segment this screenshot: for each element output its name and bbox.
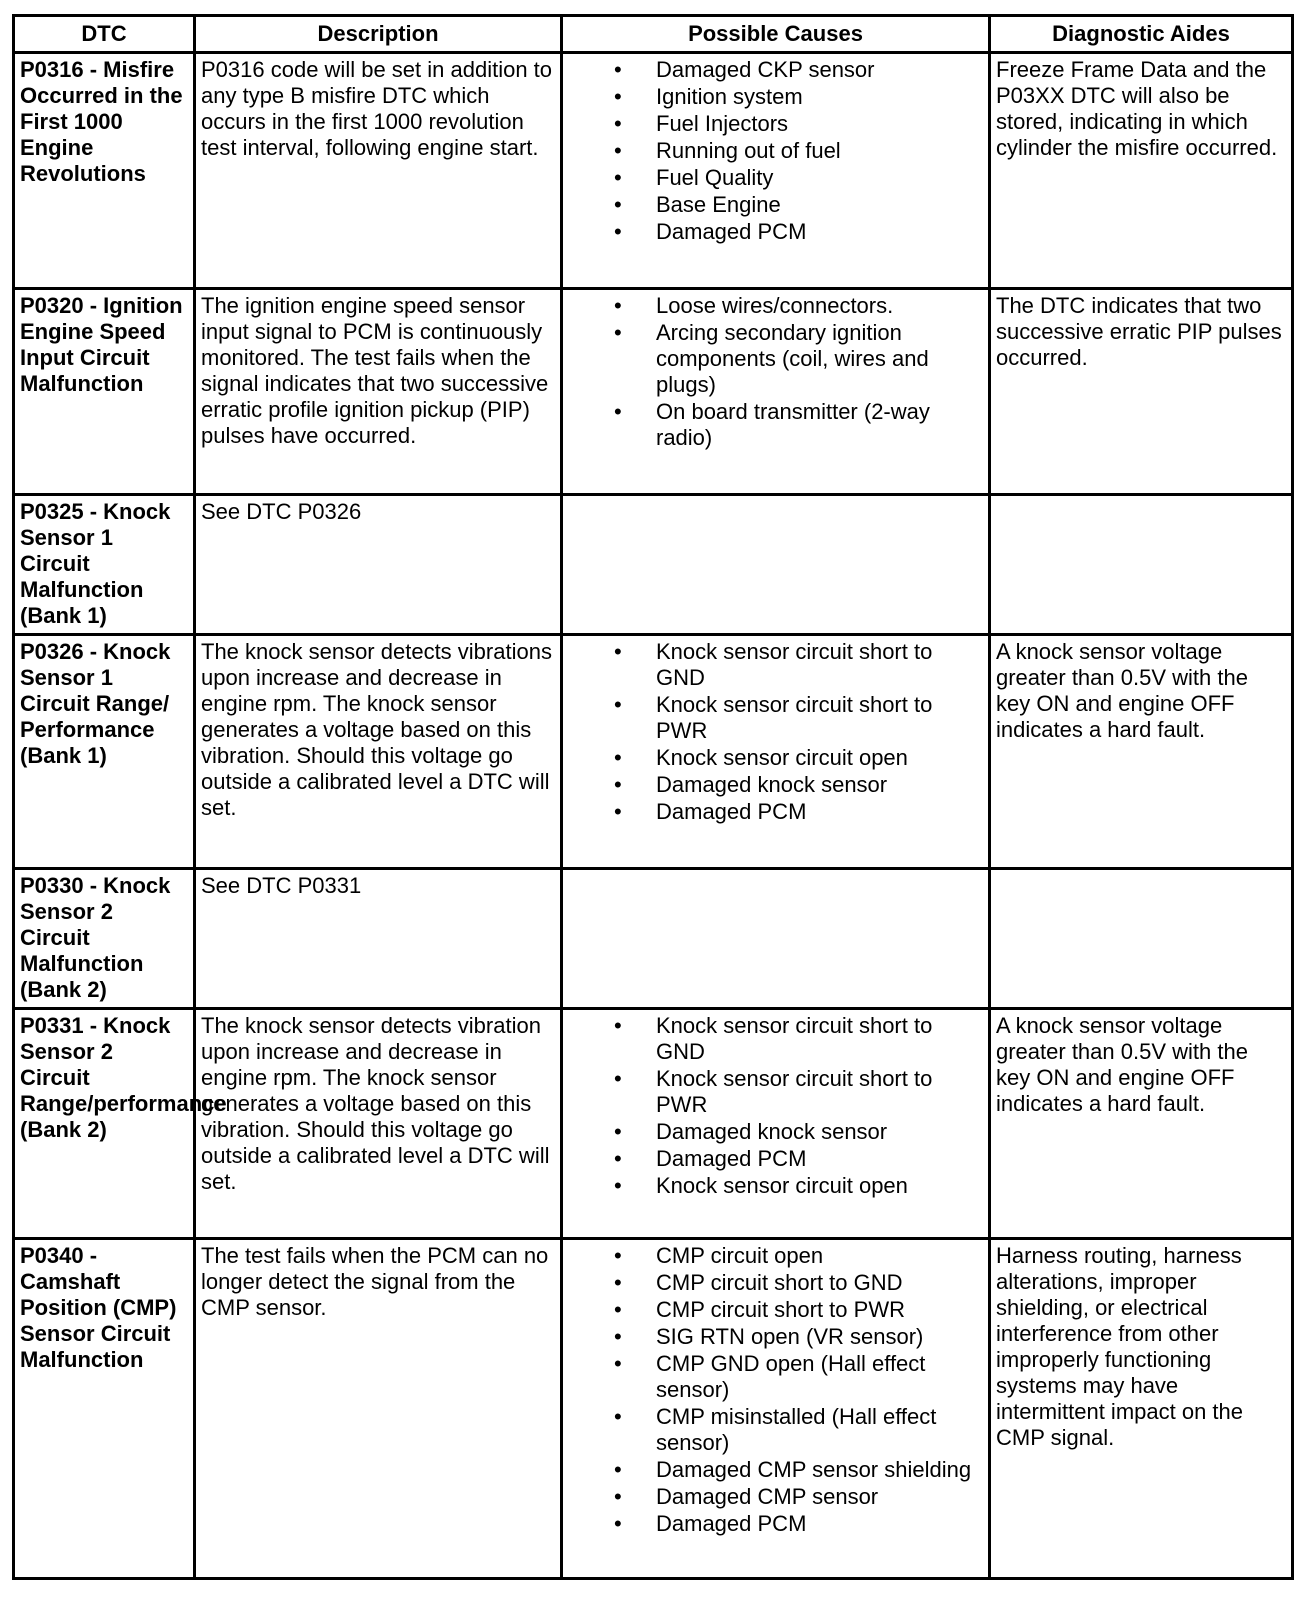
description-cell: The ignition engine speed sensor input signal to PCM is continuously monitored. The test fails when the signal indicates that two successive erratic profile ignition pickup (PIP) pulses have occurred. <box>195 289 562 495</box>
dtc-code-cell: P0316 - Misfire Occurred in the First 1000 Engine Revolutions <box>14 53 195 289</box>
table-row <box>14 635 1293 869</box>
header-description: Description <box>195 16 562 53</box>
causes-list <box>568 1243 983 1537</box>
header-row <box>14 16 1293 53</box>
causes-cell <box>562 289 990 495</box>
causes-list <box>568 57 983 245</box>
dtc-table <box>12 14 1294 1580</box>
causes-list <box>568 1013 983 1199</box>
description-cell: See DTC P0331 <box>195 869 562 1009</box>
dtc-code-cell: P0326 - Knock Sensor 1 Circuit Range/ Performance (Bank 1) <box>14 635 195 869</box>
description-cell: The knock sensor detects vibrations upon increase and decrease in engine rpm. The knock sensor generates a voltage based on this vibration. Should this voltage go outside a calibrated level a DTC will set. <box>195 635 562 869</box>
cause-item: • CMP misinstalled (Hall effect sensor) <box>656 1404 983 1456</box>
cause-item: • Damaged PCM <box>656 1146 983 1172</box>
causes-cell <box>562 1239 990 1579</box>
dtc-table-sheet <box>12 14 1294 1580</box>
cause-item: • Damaged CKP sensor <box>656 57 983 83</box>
cause-item: • Knock sensor circuit short to PWR <box>656 692 983 744</box>
dtc-code-cell: P0325 - Knock Sensor 1 Circuit Malfunction (Bank 1) <box>14 495 195 635</box>
cause-item: • Knock sensor circuit open <box>656 745 983 771</box>
table-row <box>14 1009 1293 1239</box>
header-possible-causes: Possible Causes <box>562 16 990 53</box>
aides-cell: Harness routing, harness alterations, improper shielding, or electrical interference from other improperly functioning systems may have intermittent impact on the CMP signal. <box>990 1239 1293 1579</box>
cause-item: • Damaged CMP sensor <box>656 1484 983 1510</box>
causes-list <box>568 639 983 825</box>
cause-item: • Damaged PCM <box>656 799 983 825</box>
cause-item: • On board transmitter (2-way radio) <box>656 399 983 451</box>
cause-item: • CMP circuit short to PWR <box>656 1297 983 1323</box>
dtc-code-cell: P0331 - Knock Sensor 2 Circuit Range/performance (Bank 2) <box>14 1009 195 1239</box>
aides-cell: A knock sensor voltage greater than 0.5V with the key ON and engine OFF indicates a hard fault. <box>990 1009 1293 1239</box>
table-row <box>14 1239 1293 1579</box>
description-cell: The test fails when the PCM can no longer detect the signal from the CMP sensor. <box>195 1239 562 1579</box>
aides-cell: Freeze Frame Data and the P03XX DTC will also be stored, indicating in which cylinder the misfire occurred. <box>990 53 1293 289</box>
cause-item: • CMP circuit short to GND <box>656 1270 983 1296</box>
header-dtc: DTC <box>14 16 195 53</box>
cause-item: • Ignition system <box>656 84 983 110</box>
aides-cell <box>990 869 1293 1009</box>
cause-item: • Fuel Injectors <box>656 111 983 137</box>
cause-item: • CMP circuit open <box>656 1243 983 1269</box>
cause-item: • Damaged PCM <box>656 219 983 245</box>
cause-item: • Knock sensor circuit open <box>656 1173 983 1199</box>
dtc-code-cell: P0340 - Camshaft Position (CMP) Sensor Circuit Malfunction <box>14 1239 195 1579</box>
table-row <box>14 495 1293 635</box>
cause-item: • Knock sensor circuit short to GND <box>656 1013 983 1065</box>
causes-cell <box>562 495 990 635</box>
causes-list <box>568 293 983 451</box>
aides-cell: The DTC indicates that two successive erratic PIP pulses occurred. <box>990 289 1293 495</box>
aides-cell <box>990 495 1293 635</box>
causes-cell <box>562 53 990 289</box>
cause-item: • SIG RTN open (VR sensor) <box>656 1324 983 1350</box>
cause-item: • Loose wires/connectors. <box>656 293 983 319</box>
dtc-code-cell: P0320 - Ignition Engine Speed Input Circuit Malfunction <box>14 289 195 495</box>
description-cell: The knock sensor detects vibration upon increase and decrease in engine rpm. The knock sensor generates a voltage based on this vibration. Should this voltage go outside a calibrated level a DTC will set. <box>195 1009 562 1239</box>
header-diagnostic-aides: Diagnostic Aides <box>990 16 1293 53</box>
cause-item: • Arcing secondary ignition components (coil, wires and plugs) <box>656 320 983 398</box>
cause-item: • CMP GND open (Hall effect sensor) <box>656 1351 983 1403</box>
cause-item: • Damaged CMP sensor shielding <box>656 1457 983 1483</box>
causes-cell <box>562 869 990 1009</box>
causes-cell <box>562 1009 990 1239</box>
description-cell: P0316 code will be set in addition to any type B misfire DTC which occurs in the first 1000 revolution test interval, following engine start. <box>195 53 562 289</box>
dtc-code-cell: P0330 - Knock Sensor 2 Circuit Malfunction (Bank 2) <box>14 869 195 1009</box>
cause-item: • Running out of fuel <box>656 138 983 164</box>
cause-item: • Knock sensor circuit short to PWR <box>656 1066 983 1118</box>
cause-item: • Damaged knock sensor <box>656 1119 983 1145</box>
causes-cell <box>562 635 990 869</box>
cause-item: • Fuel Quality <box>656 165 983 191</box>
table-row <box>14 869 1293 1009</box>
table-row <box>14 289 1293 495</box>
cause-item: • Knock sensor circuit short to GND <box>656 639 983 691</box>
cause-item: • Base Engine <box>656 192 983 218</box>
aides-cell: A knock sensor voltage greater than 0.5V with the key ON and engine OFF indicates a hard fault. <box>990 635 1293 869</box>
table-row <box>14 53 1293 289</box>
description-cell: See DTC P0326 <box>195 495 562 635</box>
cause-item: • Damaged knock sensor <box>656 772 983 798</box>
cause-item: • Damaged PCM <box>656 1511 983 1537</box>
